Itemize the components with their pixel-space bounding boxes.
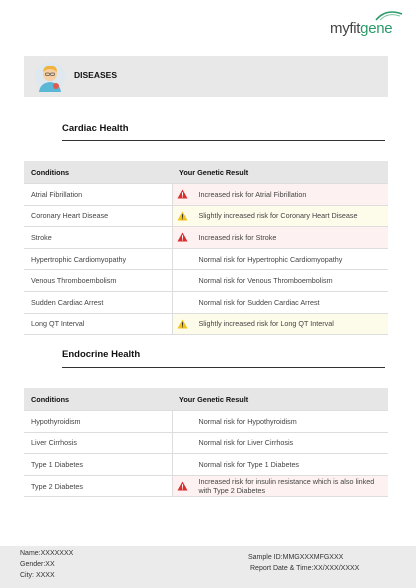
table-header-row bbox=[24, 161, 388, 184]
condition-cell: Type 1 Diabetes bbox=[24, 454, 172, 476]
result-text: Increased risk for insulin resistance which is also linked with Type 2 Diabetes bbox=[198, 477, 375, 496]
footer-sample-id: Sample ID:MMGXXXMFGXXX bbox=[248, 554, 344, 561]
table-row bbox=[24, 270, 388, 292]
warning-icon bbox=[177, 319, 188, 329]
result-cell bbox=[172, 205, 388, 227]
section-title-cardiac: Cardiac Health bbox=[62, 123, 129, 134]
section-banner bbox=[24, 56, 388, 97]
condition-cell: Type 2 Diabetes bbox=[24, 475, 172, 497]
warning-icon bbox=[177, 189, 188, 199]
result-cell bbox=[172, 270, 388, 292]
result-cell bbox=[172, 411, 388, 433]
result-text: Normal risk for Sudden Cardiac Arrest bbox=[198, 297, 320, 307]
report-footer bbox=[0, 546, 416, 588]
result-cell bbox=[172, 313, 388, 335]
footer-city: City: XXXX bbox=[20, 572, 55, 579]
table-row bbox=[24, 227, 388, 249]
footer-report-date: Report Date & Time:XX/XXX/XXXX bbox=[250, 565, 360, 572]
section-title-endocrine: Endocrine Health bbox=[62, 349, 141, 360]
condition-cell: Stroke bbox=[24, 227, 172, 249]
cardiac-results-table bbox=[24, 161, 388, 335]
result-text: Normal risk for Type 1 Diabetes bbox=[198, 459, 300, 469]
condition-cell: Sudden Cardiac Arrest bbox=[24, 291, 172, 313]
condition-cell: Venous Thromboembolism bbox=[24, 270, 172, 292]
header-conditions: Conditions bbox=[24, 161, 172, 184]
result-text: Normal risk for Hypertrophic Cardiomyopathy bbox=[198, 254, 343, 264]
table-row bbox=[24, 454, 388, 476]
result-cell bbox=[172, 454, 388, 476]
result-cell bbox=[172, 291, 388, 313]
warning-icon bbox=[177, 481, 188, 491]
table-row bbox=[24, 475, 388, 497]
result-cell bbox=[172, 475, 388, 497]
table-row bbox=[24, 205, 388, 227]
logo-text-part2: gene bbox=[360, 20, 393, 37]
result-text: Increased risk for Stroke bbox=[198, 232, 277, 242]
result-text: Normal risk for Hypothyroidism bbox=[198, 416, 297, 426]
table-row bbox=[24, 291, 388, 313]
condition-cell: Hypothyroidism bbox=[24, 411, 172, 433]
table-row bbox=[24, 248, 388, 270]
table-row bbox=[24, 184, 388, 206]
condition-cell: Hypertrophic Cardiomyopathy bbox=[24, 248, 172, 270]
banner-title: DISEASES bbox=[74, 70, 117, 80]
result-cell bbox=[172, 227, 388, 249]
result-text: Normal risk for Liver Cirrhosis bbox=[198, 438, 294, 448]
result-cell bbox=[172, 432, 388, 454]
condition-cell: Coronary Heart Disease bbox=[24, 205, 172, 227]
result-text: Slightly increased risk for Coronary Heart Disease bbox=[198, 211, 358, 221]
footer-gender: Gender:XX bbox=[20, 561, 55, 568]
result-cell bbox=[172, 248, 388, 270]
result-text: Increased risk for Atrial Fibrillation bbox=[198, 189, 307, 199]
condition-cell: Liver Cirrhosis bbox=[24, 432, 172, 454]
condition-cell: Long QT Interval bbox=[24, 313, 172, 335]
endocrine-results-table bbox=[24, 388, 388, 497]
doctor-avatar-icon bbox=[34, 61, 66, 93]
section-divider bbox=[62, 140, 385, 141]
header-genetic-result: Your Genetic Result bbox=[172, 161, 388, 184]
footer-name: Name:XXXXXXX bbox=[20, 550, 74, 557]
table-row bbox=[24, 313, 388, 335]
warning-icon bbox=[177, 232, 188, 242]
warning-icon bbox=[177, 211, 188, 221]
condition-cell: Atrial Fibrillation bbox=[24, 184, 172, 206]
table-row bbox=[24, 411, 388, 433]
table-header-row bbox=[24, 388, 388, 411]
header-conditions: Conditions bbox=[24, 388, 172, 411]
section-divider bbox=[62, 367, 385, 368]
result-text: Normal risk for Venous Thromboembolism bbox=[198, 276, 333, 286]
table-row bbox=[24, 432, 388, 454]
result-cell bbox=[172, 184, 388, 206]
logo-text-part1: myfit bbox=[330, 20, 361, 37]
header-genetic-result: Your Genetic Result bbox=[172, 388, 388, 411]
result-text: Slightly increased risk for Long QT Interval bbox=[198, 319, 334, 329]
